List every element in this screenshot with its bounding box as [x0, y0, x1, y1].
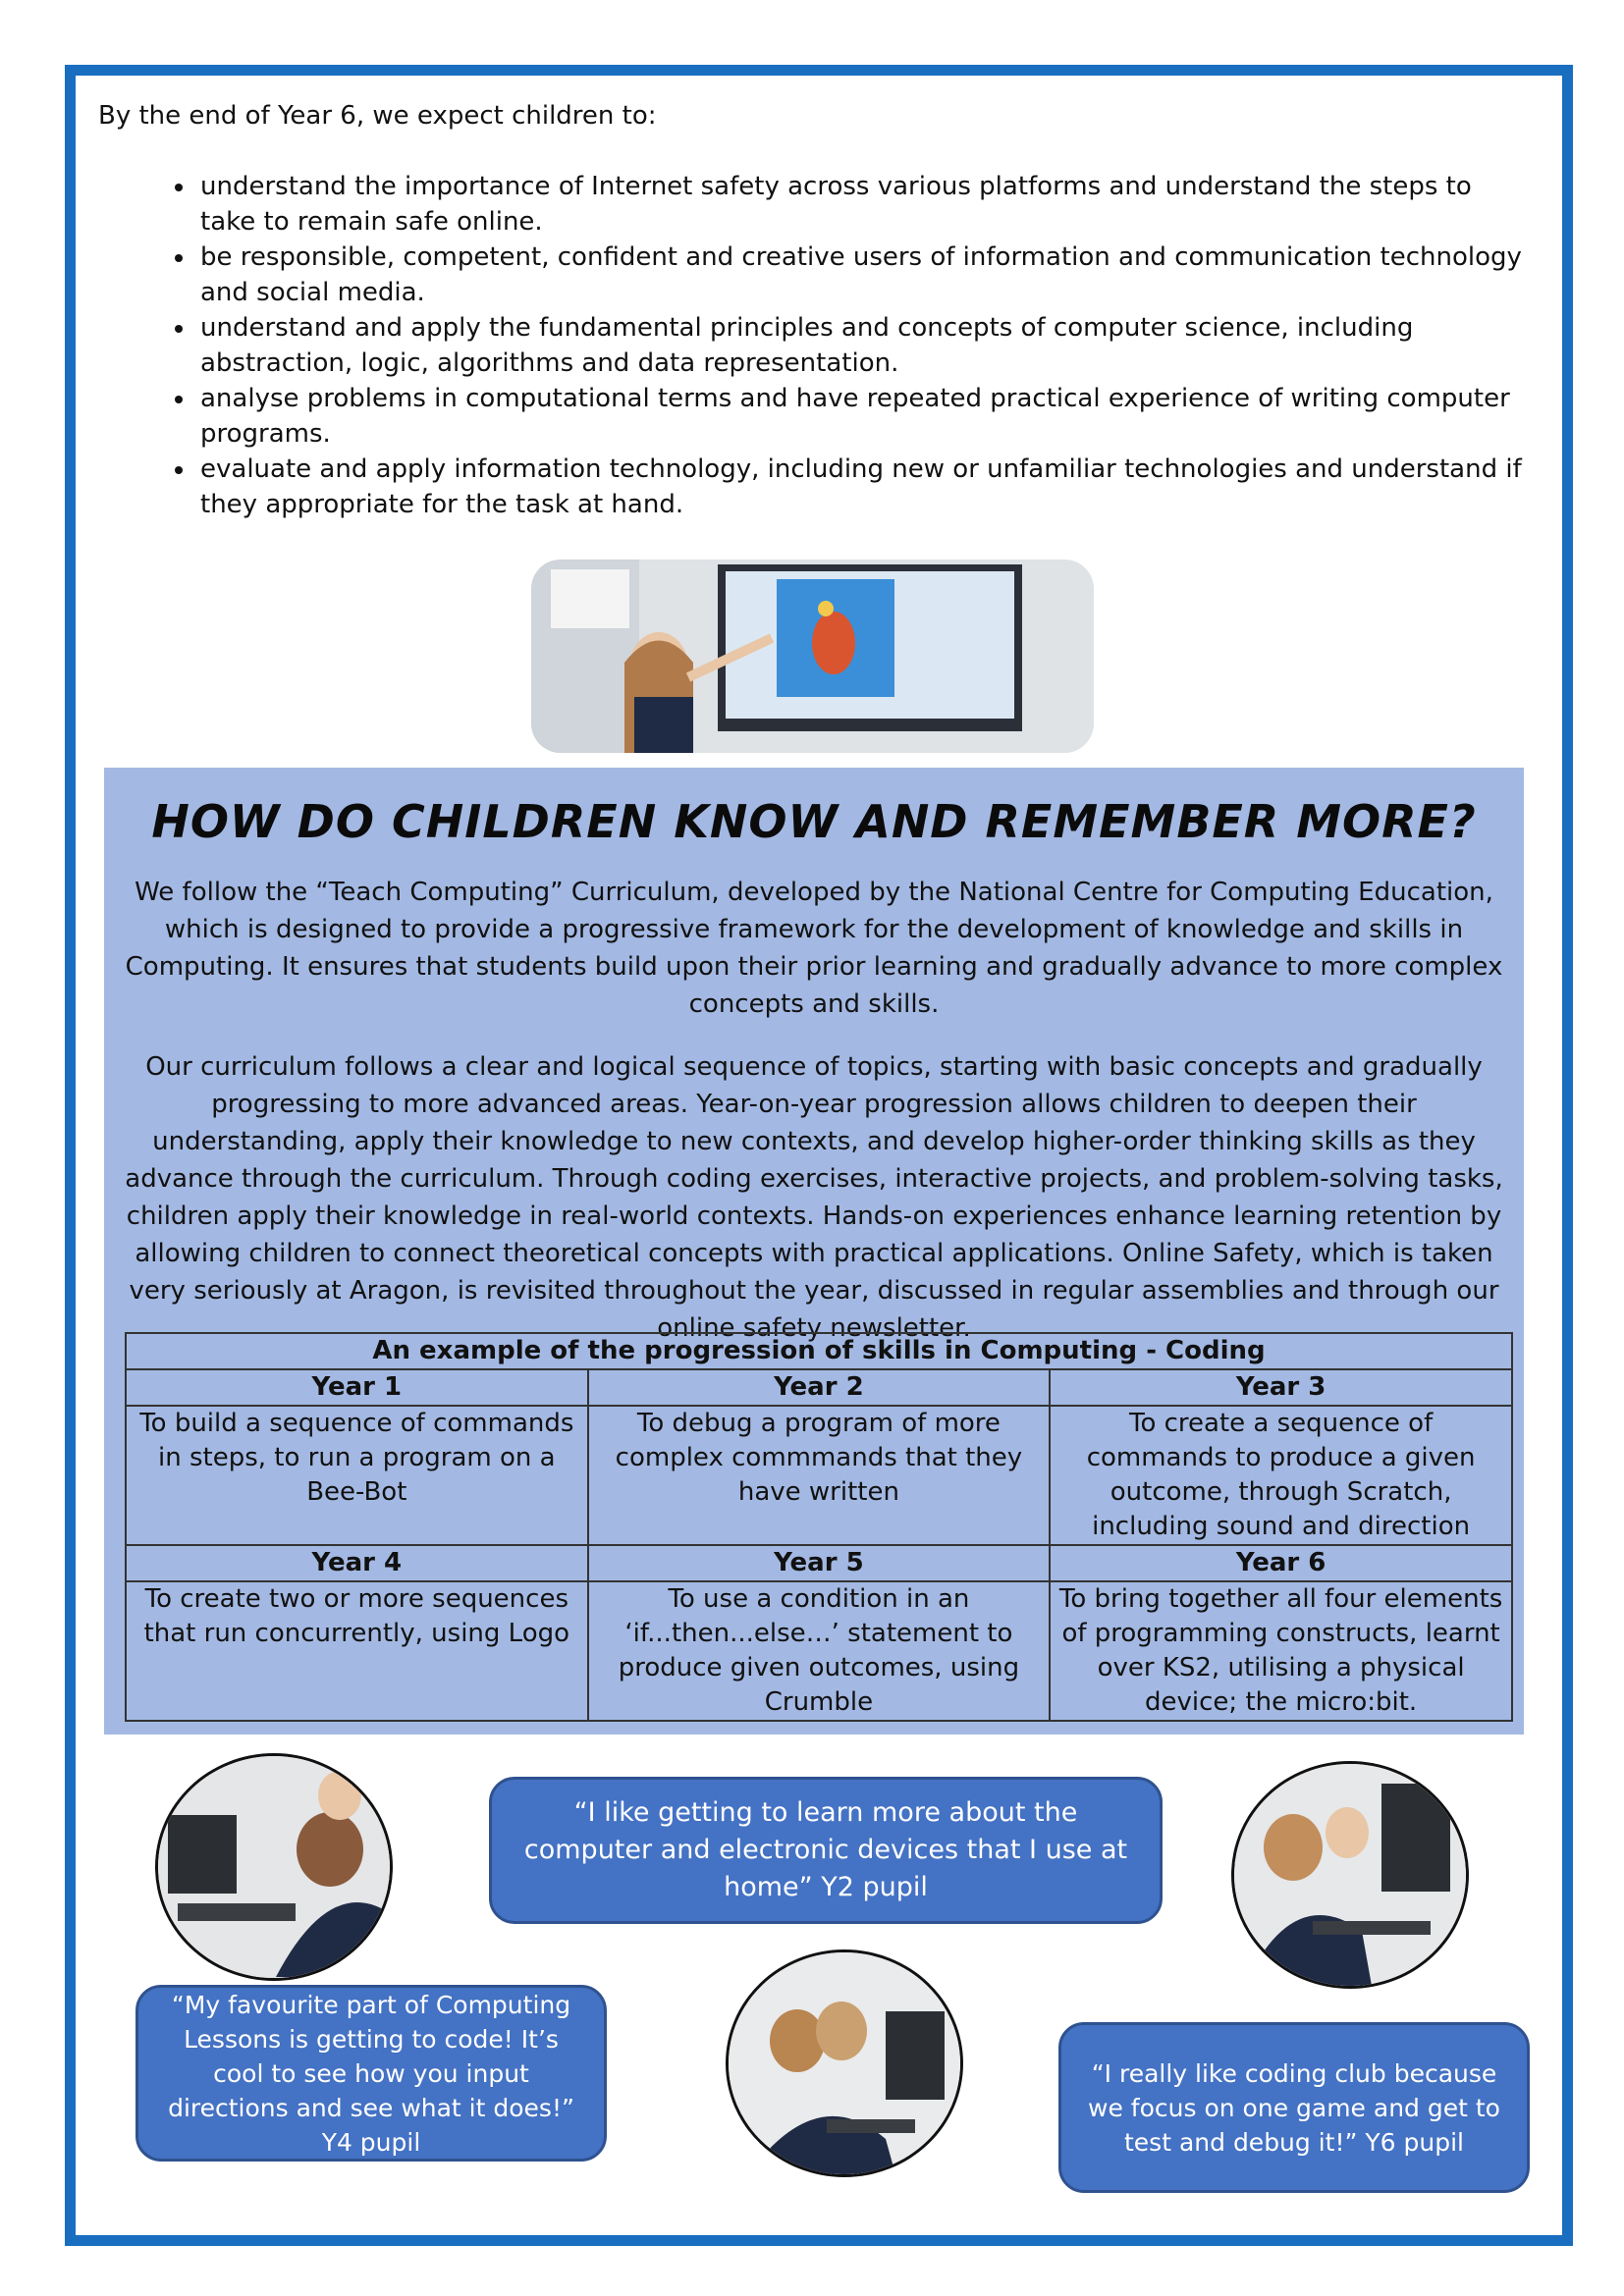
- classroom-photo-smartboard: [531, 560, 1094, 753]
- table-cell: To bring together all four elements of programming constructs, learnt over KS2, utilising a physical device; the micro:bit.: [1050, 1581, 1512, 1721]
- table-header-cell: Year 4: [126, 1545, 588, 1581]
- table-header-cell: Year 1: [126, 1369, 588, 1406]
- table-header-cell: Year 3: [1050, 1369, 1512, 1406]
- quote-y4-text: “My favourite part of Computing Lessons is getting to code! It’s cool to see how you input directions and see what it does!” Y4 pupil: [168, 1990, 574, 2157]
- expectations-list: [98, 169, 1522, 522]
- intro-lead: By the end of Year 6, we expect children to:: [98, 101, 657, 131]
- list-item: • be responsible, competent, confident and creative users of information and communication technology and social media.: [196, 240, 1522, 310]
- quote-bubble-y2: [489, 1777, 1163, 1924]
- table-cell: To use a condition in an ‘if...then...else…’ statement to produce given outcomes, using Crumble: [588, 1581, 1051, 1721]
- table-title-row: [126, 1333, 1512, 1369]
- quote-y6-text: “I really like coding club because we focus on one game and get to test and debug it!” Y6 pupil: [1088, 2058, 1500, 2157]
- section-heading: HOW DO CHILDREN KNOW AND REMEMBER MORE?: [151, 795, 1477, 848]
- progression-paragraph: Our curriculum follows a clear and logical sequence of topics, starting with basic concepts and gradually progressing to more advanced areas. Year-on-year progression allows children to deepen their understanding, apply their knowledge to new contexts, and develop higher-order thinking skills as they advance through the curriculum. Through coding exercises, interactive projects, and problem-solving tasks, children apply their knowledge in real-world contexts. Hands-on experiences enhance learning retention by allowing children to connect theoretical concepts with practical applications. Online Safety, which is taken very seriously at Aragon, is revisited throughout the year, discussed in regular assemblies and through our online safety newsletter.: [125, 1052, 1503, 1343]
- table-header-cell: Year 5: [588, 1545, 1051, 1581]
- list-item: • understand and apply the fundamental principles and concepts of computer science, including abstraction, logic, algorithms and data representation.: [196, 310, 1522, 381]
- curriculum-paragraph: We follow the “Teach Computing” Curriculum, developed by the National Centre for Computing Education, which is designed to provide a progressive framework for the development of knowledge and skills in Computing. It ensures that students build upon their prior learning and gradually advance to more complex concepts and skills.: [125, 878, 1503, 1019]
- list-item: • evaluate and apply information technology, including new or unfamiliar technologies and understand if they appropriate for the task at hand.: [196, 452, 1522, 522]
- pupils-computer-photo-2: [1231, 1761, 1469, 1989]
- table-cell: To build a sequence of commands in steps, to run a program on a Bee-Bot: [126, 1406, 588, 1545]
- table-cell: To debug a program of more complex commmands that they have written: [588, 1406, 1051, 1545]
- table-title: An example of the progression of skills in Computing - Coding: [126, 1333, 1512, 1369]
- quote-y2-text: “I like getting to learn more about the computer and electronic devices that I use at home” Y2 pupil: [523, 1797, 1128, 1902]
- quote-bubble-y4: [135, 1985, 607, 2162]
- intro-section: [98, 98, 1522, 522]
- table-cell: To create two or more sequences that run concurrently, using Logo: [126, 1581, 588, 1721]
- progression-table: [125, 1332, 1513, 1722]
- table-cell: To create a sequence of commands to produce a given outcome, through Scratch, including sound and direction: [1050, 1406, 1512, 1545]
- quote-bubble-y6: [1058, 2022, 1530, 2193]
- table-header-row: [126, 1369, 1512, 1406]
- table-header-cell: Year 2: [588, 1369, 1051, 1406]
- list-item: • analyse problems in computational terms and have repeated practical experience of writing computer programs.: [196, 381, 1522, 452]
- table-row: [126, 1406, 1512, 1545]
- table-header-row: [126, 1545, 1512, 1581]
- table-row: [126, 1581, 1512, 1721]
- list-item: • understand the importance of Internet safety across various platforms and understand the steps to take to remain safe online.: [196, 169, 1522, 240]
- know-remember-panel: [104, 768, 1524, 1735]
- table-header-cell: Year 6: [1050, 1545, 1512, 1581]
- pupils-computer-photo-1: [155, 1753, 393, 1981]
- pupils-computer-photo-3: [726, 1949, 963, 2177]
